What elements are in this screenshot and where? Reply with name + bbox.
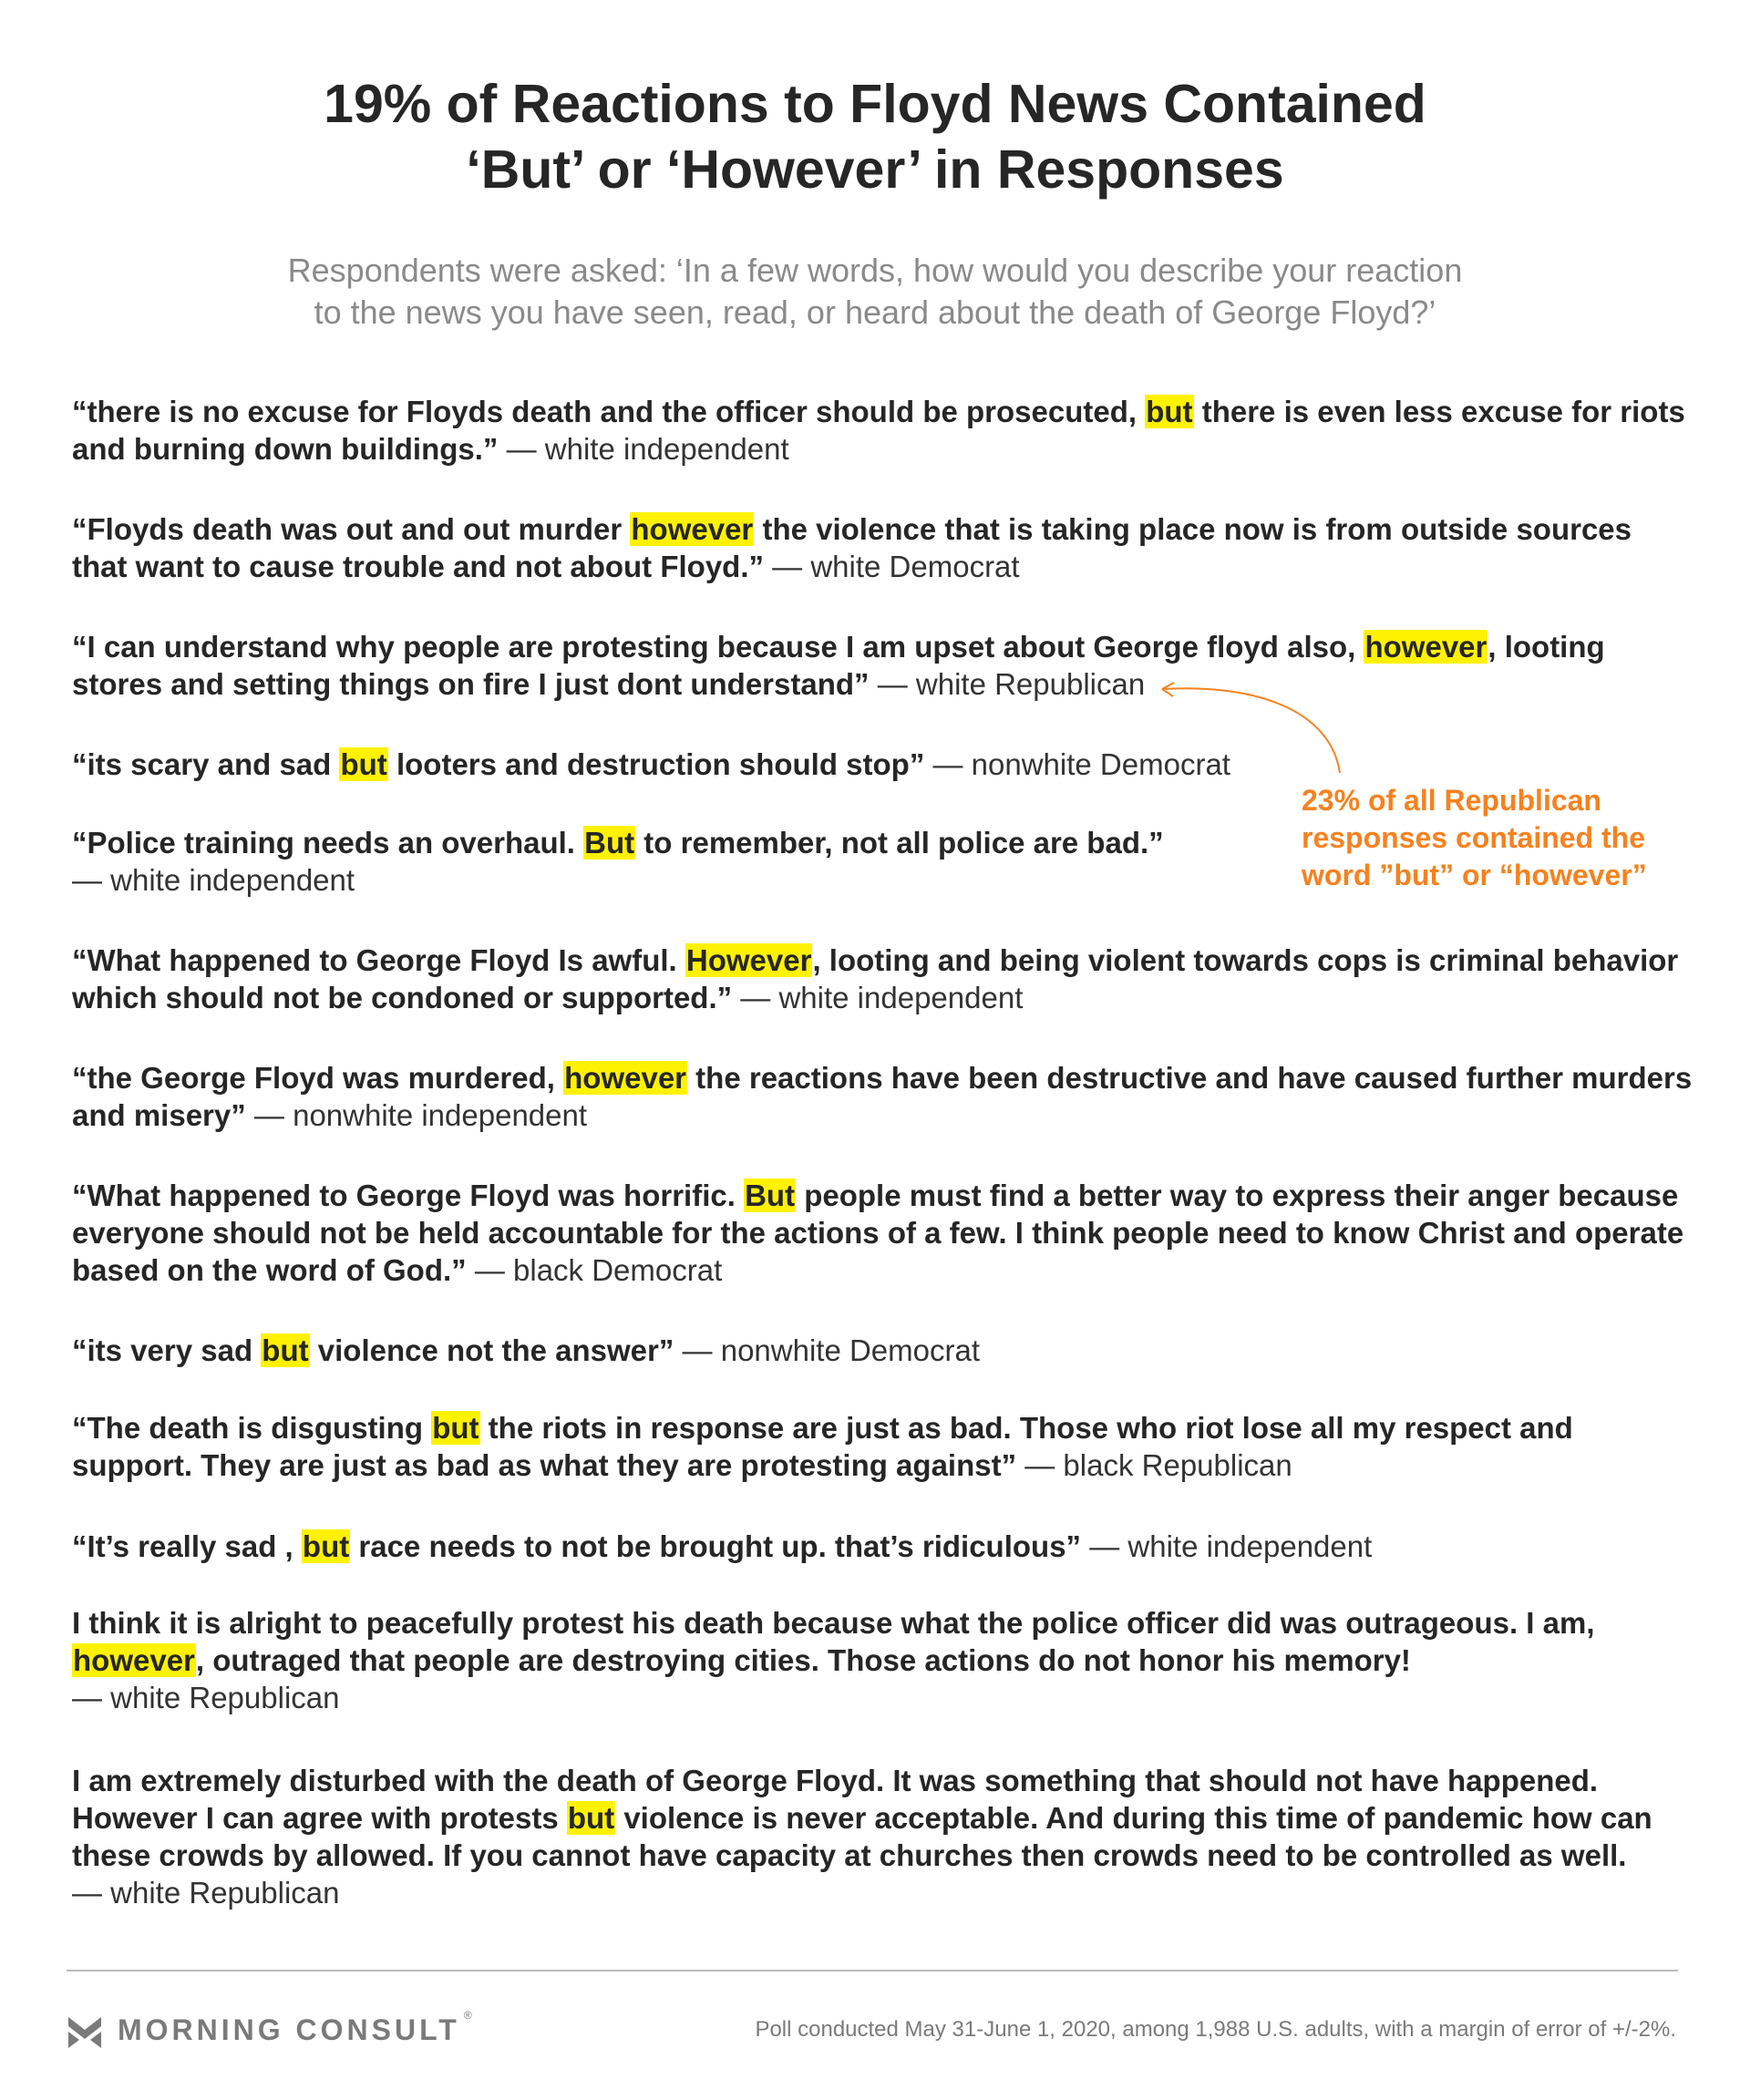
quote-text-before: “its very sad	[72, 1333, 262, 1367]
quote-item	[72, 942, 1694, 1016]
respondent-attribution: — white Republican	[869, 667, 1146, 701]
highlighted-word: but	[1146, 395, 1193, 428]
quote-text-after: the violence that is taking place now is from outside sources that want to cause trouble and not about Floyd.”	[72, 512, 1632, 583]
title-line-1: 19% of Reactions to Floyd News Contained	[324, 74, 1426, 134]
respondent-attribution: — nonwhite Democrat	[924, 747, 1230, 781]
quote-text-before: “It’s really sad ,	[72, 1529, 302, 1563]
respondent-attribution: — black Republican	[1016, 1448, 1292, 1482]
highlighted-word: however	[564, 1061, 687, 1095]
title-line-2: ‘But’ or ‘However’ in Responses	[466, 139, 1284, 200]
highlighted-word: but	[302, 1529, 350, 1563]
quote-text-after: race needs to not be brought up. that’s ridiculous”	[350, 1529, 1082, 1563]
callout-line-2: responses contained the	[1302, 821, 1645, 854]
quote-item	[72, 824, 1257, 899]
quote-item	[72, 1177, 1694, 1289]
quote-text-before: “its scary and sad	[72, 747, 340, 781]
highlighted-word: But	[584, 826, 635, 860]
highlighted-word: but	[567, 1801, 615, 1835]
respondent-attribution: — white independent	[1081, 1529, 1373, 1563]
respondent-attribution: — white Democrat	[764, 550, 1020, 583]
subtitle-line-2: to the news you have seen, read, or heard about the death of George Floyd?’	[314, 293, 1436, 331]
quote-text-after: violence not the answer”	[309, 1333, 674, 1367]
quote-item	[72, 1332, 1694, 1369]
respondent-attribution: — nonwhite Democrat	[674, 1333, 981, 1367]
quote-text-after: the reactions have been destructive and have caused further murders and misery”	[72, 1061, 1693, 1132]
highlighted-word: but	[432, 1411, 479, 1445]
quote-text-before: I am extremely disturbed with the death of George Floyd. It was something that should not have happened. However I can agree with protests	[72, 1764, 1599, 1835]
quote-item	[72, 746, 1694, 783]
respondent-attribution: — white independent	[498, 432, 789, 466]
highlighted-word: But	[745, 1179, 796, 1212]
subtitle	[0, 250, 1750, 334]
quote-text	[72, 1764, 1652, 1872]
respondent-attribution: — white independent	[732, 981, 1024, 1014]
quote-text-before: “the George Floyd was murdered,	[72, 1061, 564, 1095]
quote-text	[72, 1529, 1081, 1563]
respondent-attribution: — white Republican	[72, 1876, 340, 1910]
quote-text	[72, 1411, 1573, 1482]
quote-item	[72, 1409, 1694, 1484]
respondent-attribution: — black Democrat	[466, 1253, 723, 1287]
quote-text-before: “Police training needs an overhaul.	[72, 826, 584, 860]
respondent-attribution: — nonwhite independent	[245, 1098, 588, 1132]
quote-text-after: there is even less excuse for riots and burning down buildings.”	[72, 395, 1685, 466]
brand-name: MORNING CONSULT	[118, 2012, 460, 2046]
highlighted-word: however	[631, 512, 754, 546]
quote-text-before: “Floyds death was out and out murder	[72, 512, 631, 546]
quote-item	[72, 628, 1694, 703]
respondent-attribution: — white Republican	[72, 1681, 340, 1714]
quote-text	[72, 747, 924, 781]
quote-text-after: looters and destruction should stop”	[387, 747, 925, 781]
quote-text-before: I think it is alright to peacefully protest his death because what the police officer did was outrageous. I am,	[72, 1606, 1595, 1640]
poll-methodology-note: Poll conducted May 31-June 1, 2020, among 1,988 U.S. adults, with a margin of error of +/-2%.	[755, 2017, 1676, 2042]
morning-consult-logo-icon	[67, 2012, 103, 2048]
quote-text-after: , looting and being violent towards cops is criminal behavior which should not be condoned or supported.”	[72, 943, 1679, 1014]
quote-text	[72, 630, 1605, 701]
quote-text	[72, 1333, 674, 1367]
quote-text-after: people must find a better way to express their anger because everyone should not be held accountable for the actions of a few. I think people need to know Christ and operate based on the word of God.”	[72, 1179, 1684, 1287]
quote-text-after: the riots in response are just as bad. Those who riot lose all my respect and support. They are just as bad as what they are protesting against”	[72, 1411, 1573, 1482]
quote-text	[72, 395, 1685, 466]
highlighted-word: However	[685, 943, 812, 977]
brand-logo	[67, 2009, 472, 2051]
callout-line-1: 23% of all Republican	[1302, 784, 1601, 817]
quote-text-before: “What happened to George Floyd was horrific.	[72, 1179, 745, 1212]
callout-line-3: word ”but” or “however”	[1302, 859, 1647, 891]
highlighted-word: however	[73, 1643, 195, 1677]
quote-text-before: “The death is disgusting	[72, 1411, 432, 1445]
quote-item	[72, 393, 1694, 468]
republican-callout	[1302, 782, 1703, 894]
respondent-attribution: — white independent	[72, 863, 355, 897]
quote-text-before: “there is no excuse for Floyds death and the officer should be prosecuted,	[72, 395, 1146, 428]
highlighted-word: however	[1364, 630, 1488, 664]
quote-text-after: , looting stores and setting things on fire I just dont understand”	[72, 630, 1605, 701]
quote-item	[72, 510, 1694, 585]
highlighted-word: but	[340, 747, 387, 781]
quote-text	[72, 1179, 1683, 1287]
quote-text	[72, 826, 1164, 860]
registered-mark: ®	[463, 2009, 472, 2022]
highlighted-word: but	[262, 1333, 309, 1367]
quote-text-before: “What happened to George Floyd Is awful.	[72, 943, 685, 977]
quote-item	[72, 1604, 1694, 1716]
quote-text	[72, 1606, 1595, 1677]
quote-text-before: “I can understand why people are protesting because I am upset about George floyd also,	[72, 630, 1364, 664]
quote-text-after: violence is never acceptable. And during this time of pandemic how can these crowds by allowed. If you cannot have capacity at churches then crowds need to be controlled as well.	[72, 1801, 1652, 1872]
quote-text-after: to remember, not all police are bad.”	[635, 826, 1164, 860]
subtitle-line-1: Respondents were asked: ‘In a few words, how would you describe your reaction	[287, 252, 1463, 289]
callout-arrow-icon	[1148, 674, 1367, 784]
page-title	[0, 71, 1750, 202]
quote-item	[72, 1059, 1694, 1134]
quote-item	[72, 1528, 1694, 1565]
quote-text-after: , outraged that people are destroying cities. Those actions do not honor his memory!	[195, 1643, 1411, 1677]
quote-item	[72, 1762, 1694, 1911]
footer-divider	[67, 1970, 1678, 1971]
